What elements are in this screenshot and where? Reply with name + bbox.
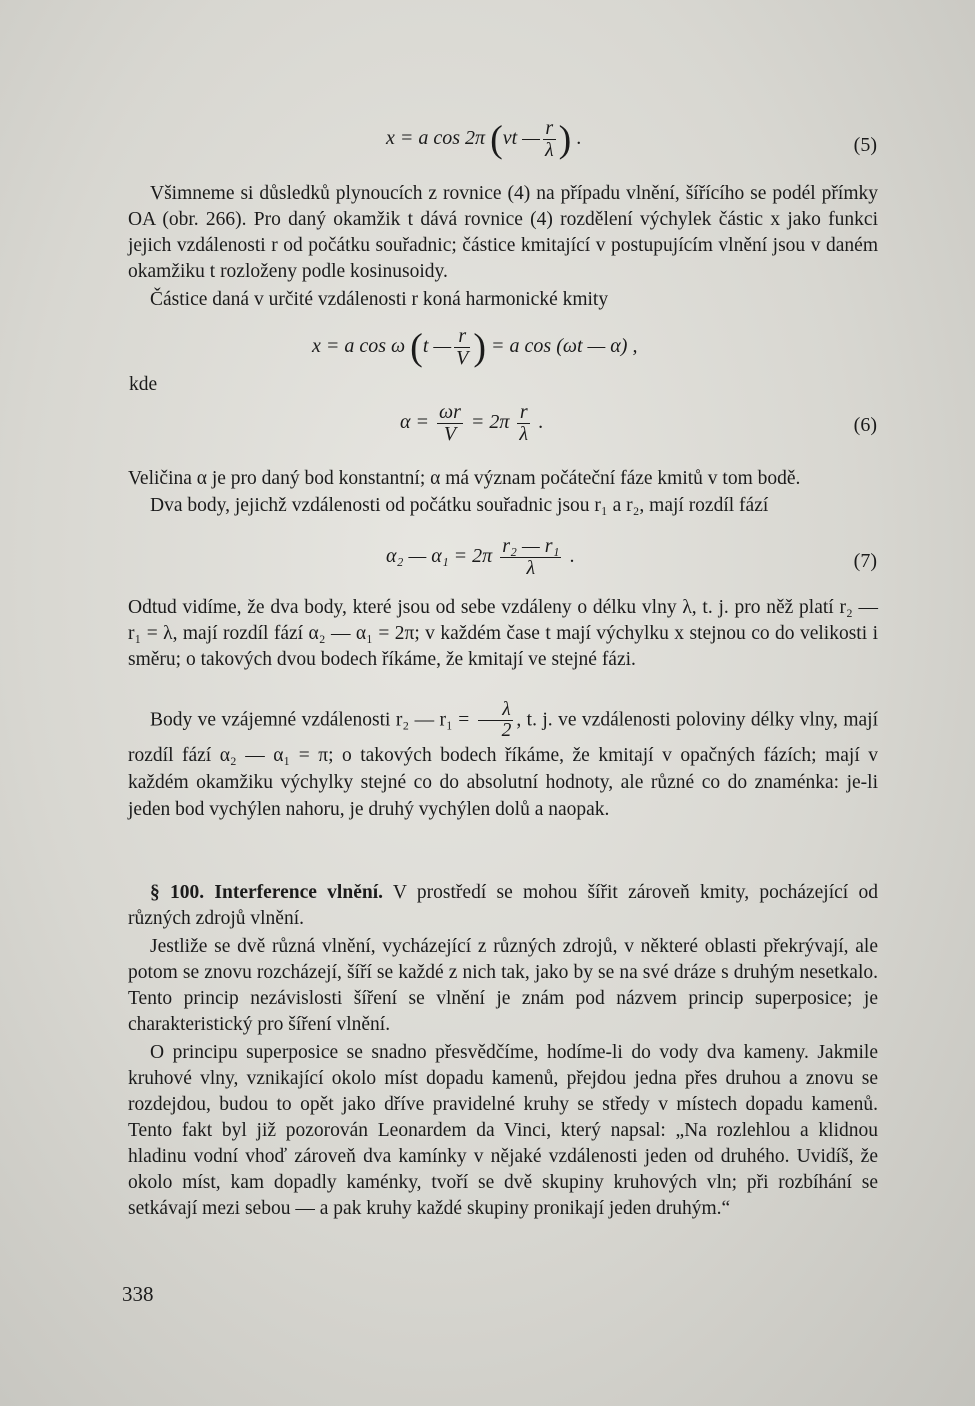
paragraph-7: Jestliže se dvě různá vlnění, vycházející z různých zdrojů, v některé oblasti překrývají, ale potom se znovu rozcházejí, šíří se každé z nich tak, jako by se na své dráze s druhým nesetkalo. Tento princip nezávislosti šíření se vlnění je znám pod názvem princip superposice; je charakteristický pro šíření vlnění. <box>128 936 878 1035</box>
eq5-inner: νt — <box>502 127 540 150</box>
eq6-fraction-2: $\frac{r}{\lambda}$ <box>519 401 529 445</box>
equation-number-7: (7) <box>853 550 877 572</box>
paragraph-4: Dva body, jejichž vzdálenosti od počátku souřadnic jsou r₁ a r₂, mají rozdíl fází <box>150 495 769 516</box>
paragraph-1: Všimneme si důsledků plynoucích z rovnice (4) na případu vlnění, šířícího se podél přímky OA (obr. 266). Pro daný okamžik t dává rovnice (4) rozdělení výchylek částic x jako funkci jejich vzdálenosti r od počátku souřadnic; částice kmitající v postupujícím vlnění jsou v daném okamžiku t rozloženy podle kosinusoidy. <box>128 183 878 282</box>
label-kde: kde <box>129 374 158 395</box>
eq6-fraction-1: $\frac{\omega r}{V}$ <box>439 401 461 445</box>
eq5-fraction: $\frac{r}{\lambda}$ <box>544 117 554 161</box>
eq-osc-fraction: $\frac{r}{V}$ <box>456 325 469 369</box>
section-intro: V prostředí se mohou šířit zároveň kmity, pocházející od různých zdrojů vlnění. <box>128 882 878 929</box>
para6-fraction: $\frac{\lambda}{2}$ <box>478 700 514 742</box>
page-number: 338 <box>122 1282 154 1306</box>
paragraph-8: O principu superposice se snadno přesvědčíme, hodíme-li do vody dva kameny. Jakmile kruhové vlny, vznikající okolo míst dopadu kamenů, přejdou jedna přes druhou a znovu se rozdejdou, budou to opět jako dříve pravidelné kruhy se středy v místech dopadu kamenů. Tento fakt byl již pozorován Leonardem da Vinci, který napsal: „Na rozlehlou a klidnou hladinu vodní vhoď zároveň dva kamínky v nějaké vzdálenosti jeden od druhého. Uvidíš, že okolo míst, kam dopadly kaménky, tvoří se dvě skupiny kruhových vln; při rozbíhání se setkávají mezi sebou — a pak kruhy každé skupiny pronikají jeden druhým.“ <box>128 1042 878 1219</box>
equation-5: x = a cos 2π (νt — $\frac{r}{\lambda}$ ) . <box>386 117 582 161</box>
section-heading: § 100. Interference vlnění. <box>150 882 383 903</box>
equation-7: α₂ — α₁ = 2π $\frac{\text{r₂ — r₁}}{\lambda}$ . <box>386 535 575 579</box>
eq7-fraction: $\frac{\text{r₂ — r₁}}{\lambda}$ <box>502 535 560 579</box>
equation-oscillation: x = a cos ω (t — $\frac{r}{V}$ ) = a cos (ωt — α) , <box>312 325 638 369</box>
equation-number-6: (6) <box>853 414 877 436</box>
paragraph-6: Body ve vzájemné vzdálenosti r₂ — r₁ = $\frac{\lambda}{2}$ , t. j. ve vzdálenosti poloviny délky vlny, mají rozdíl fází α₂ — α₁ = π; o takových bodech říkáme, že kmitají v opačných fázích; mají v každém okamžiku výchylky stejné co do absolutní hodnoty, ale různé co do znaménka: je-li jeden bod vychýlen nahoru, je druhý vychýlen dolů a naopak. <box>128 699 878 820</box>
equation-6: α = $\frac{\omega r}{V}$ = 2π $\frac{r}{\lambda}$ . <box>400 401 544 445</box>
paragraph-5: Odtud vidíme, že dva body, které jsou od sebe vzdáleny o délku vlny λ, t. j. pro něž platí r₂ — r₁ = λ, mají rozdíl fází α₂ — α₁ = 2π; v každém čase t mají výchylku x stejnou co do velikosti i směru; o takových dvou bodech říkáme, že kmitají ve stejné fázi. <box>128 597 878 670</box>
equation-number-5: (5) <box>853 134 877 156</box>
section-100 <box>128 880 878 932</box>
eq5-lhs: x = a cos 2π <box>386 127 486 150</box>
paragraph-2: Částice daná v určité vzdálenosti r koná harmonické kmity <box>150 289 609 310</box>
paragraph-3: Veličina α je pro daný bod konstantní; α má význam počáteční fáze kmitů v tom bodě. <box>128 468 801 489</box>
